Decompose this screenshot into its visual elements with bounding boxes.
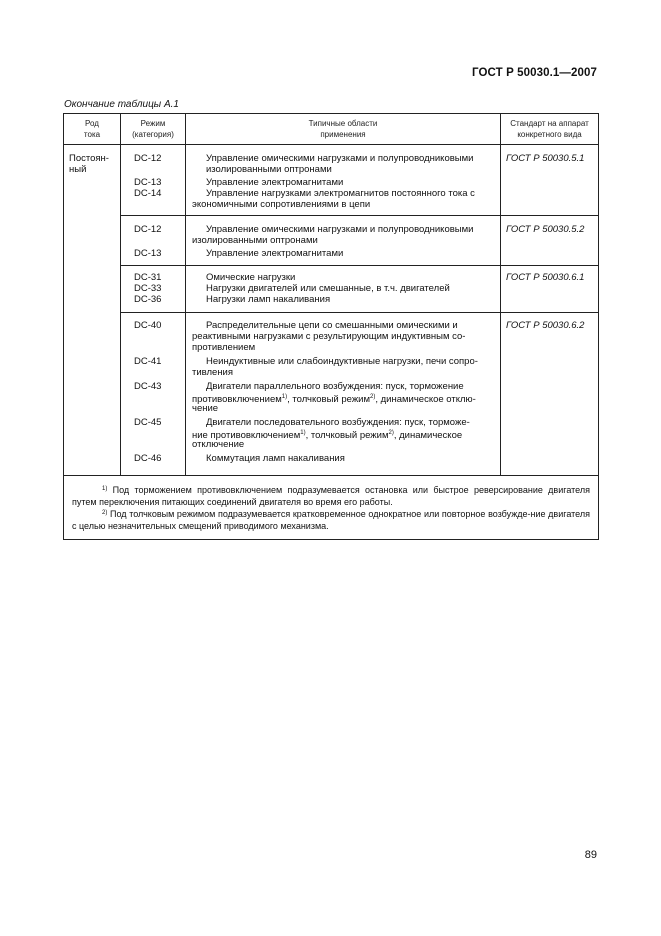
application-text: Нагрузки ламп накаливания — [206, 294, 331, 305]
code-dc31: DC-31 — [134, 272, 162, 283]
application-text: Управление электромагнитами — [206, 248, 344, 259]
code-dc13-b: DC-13 — [134, 248, 162, 259]
application-text: Нагрузки двигателей или смешанные, в т.ч. двигателей — [206, 283, 450, 294]
footnote-1: $^{1)}$ Под торможением противовключением подразумевается остановка или быстрое реверсирование двигателя путем переключения питающих соединений двигателя во время его работы. — [72, 485, 590, 507]
code-dc14: DC-14 — [134, 188, 162, 199]
standard-5-1: ГОСТ Р 50030.5.1 — [506, 153, 585, 164]
application-text: Неиндуктивные или слабоиндуктивные нагрузки, печи сопро- — [206, 356, 478, 367]
application-text: экономичными сопротивлениями в цепи — [192, 199, 371, 210]
table-a1 — [63, 113, 599, 540]
code-dc36: DC-36 — [134, 294, 162, 305]
header-rule — [64, 144, 598, 145]
code-dc41: DC-41 — [134, 356, 162, 367]
application-text: Управление электромагнитами — [206, 177, 344, 188]
code-dc45: DC-45 — [134, 417, 162, 428]
standard-6-1: ГОСТ Р 50030.6.1 — [506, 272, 585, 283]
current-type-line-2: ный — [69, 164, 87, 175]
footnote-2: $^{2)}$ Под толчковым режимом подразумевается кратковременное однократное или повторное возбужде-ние двигателя с целью незначительных смещений приводимого механизма. — [72, 509, 590, 531]
application-text: ние противовключением$^{1)}$, толчковый режим$^{2)}$, динамическое — [192, 430, 463, 442]
application-text: изолированными оптронами — [206, 164, 332, 175]
header-application: Типичные области применения — [308, 119, 378, 139]
footnote-rule — [64, 475, 598, 476]
col-divider-1 — [120, 114, 121, 475]
current-type-line-1: Постоян- — [69, 153, 109, 164]
header-standard: Стандарт на аппарат конкретного вида — [510, 119, 589, 139]
col-divider-2 — [185, 114, 186, 475]
group-rule-2 — [120, 265, 598, 266]
application-text: чение — [192, 403, 219, 414]
application-text: Омические нагрузки — [206, 272, 296, 283]
group-rule-1 — [120, 215, 598, 216]
col-divider-3 — [500, 114, 501, 475]
group-rule-3 — [120, 312, 598, 313]
application-text: Двигатели последовательного возбуждения: пуск, торможе- — [206, 417, 470, 428]
document-id: ГОСТ Р 50030.1—2007 — [472, 67, 597, 79]
application-text: Коммутация ламп накаливания — [206, 453, 345, 464]
application-text: противлением — [192, 342, 256, 353]
standard-5-2: ГОСТ Р 50030.5.2 — [506, 224, 585, 235]
code-dc12-b: DC-12 — [134, 224, 162, 235]
application-text: Управление омическими нагрузками и полупроводниковыми — [206, 153, 474, 164]
application-text: изолированными оптронами — [192, 235, 318, 246]
application-text: Распределительные цепи со смешанными омическими и — [206, 320, 458, 331]
table-caption: Окончание таблицы А.1 — [64, 99, 179, 110]
application-text: Управление омическими нагрузками и полупроводниковыми — [206, 224, 474, 235]
application-text: Управление нагрузками электромагнитов постоянного тока с — [206, 188, 475, 199]
code-dc43: DC-43 — [134, 381, 162, 392]
code-dc40: DC-40 — [134, 320, 162, 331]
code-dc12-a: DC-12 — [134, 153, 162, 164]
header-mode: Режим (категория) — [132, 119, 174, 139]
application-text: реактивными нагрузками с результирующим индуктивным со- — [192, 331, 466, 342]
application-text: противовключением$^{1)}$, толчковый режим$^{2)}$, динамическое отклю- — [192, 394, 476, 406]
application-text: отключение — [192, 439, 245, 450]
code-dc13-a: DC-13 — [134, 177, 162, 188]
standard-6-2: ГОСТ Р 50030.6.2 — [506, 320, 585, 331]
code-dc33: DC-33 — [134, 283, 162, 294]
code-dc46: DC-46 — [134, 453, 162, 464]
page-number: 89 — [584, 849, 597, 861]
header-current-type: Род тока — [83, 119, 101, 139]
application-text: тивления — [192, 367, 234, 378]
application-text: Двигатели параллельного возбуждения: пуск, торможение — [206, 381, 464, 392]
